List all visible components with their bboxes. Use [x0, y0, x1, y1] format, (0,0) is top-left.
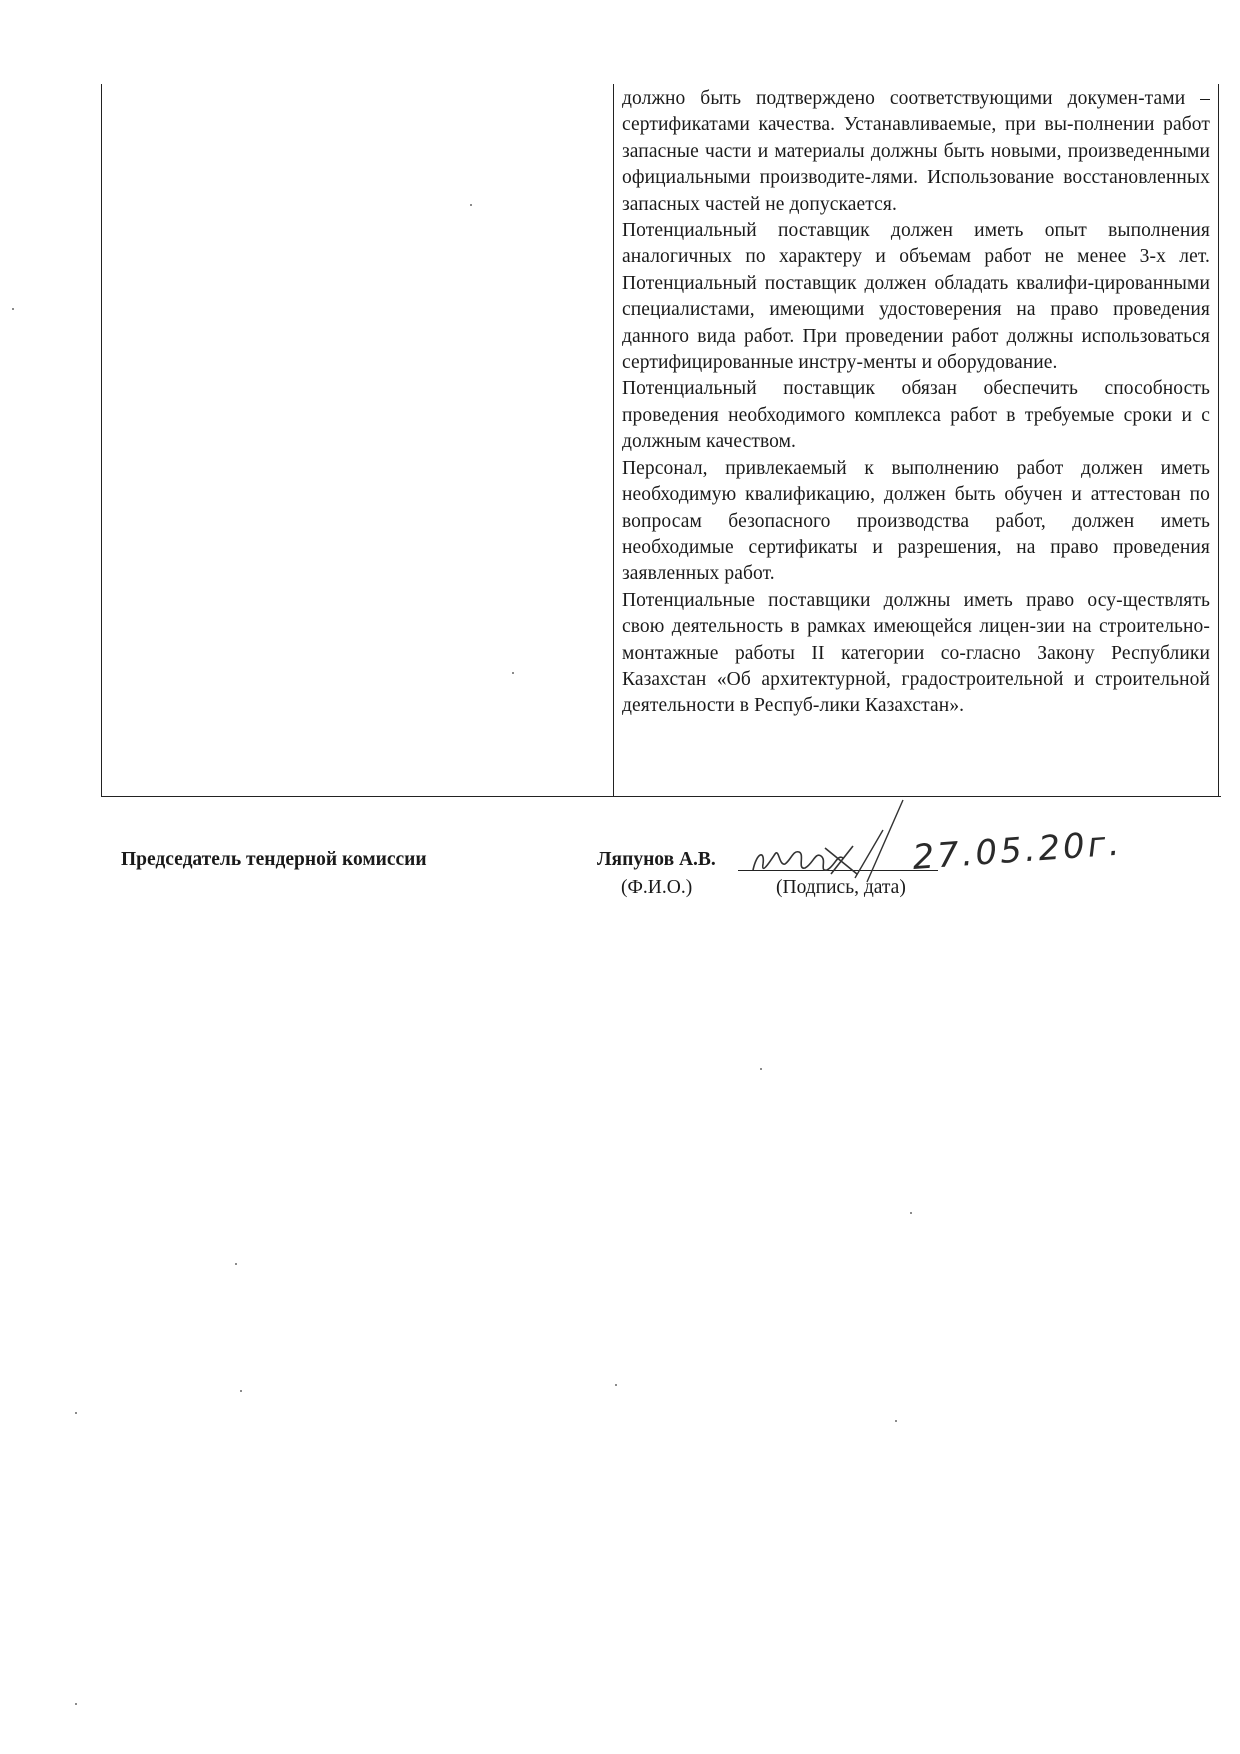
requirements-table-fragment: [101, 84, 1221, 797]
table-column-divider: [613, 84, 614, 796]
requirement-paragraph: Потенциальный поставщик должен иметь опыт выполнения аналогичных по характеру и объемам работ не менее 3-х лет. Потенциальный поставщик должен обладать квалифи-цированными специалистами, имеющими удостоверения на право проведения данного вида работ. При проведении работ должны использоваться сертифицированные инстру-менты и оборудование.: [622, 220, 1210, 374]
requirement-paragraph: Персонал, привлекаемый к выполнению работ должен иметь необходимую квалификацию, должен быть обучен и аттестован по вопросам безопасного производства работ, должен иметь необходимые сертификаты и разрешения, на право проведения заявленных работ.: [622, 457, 1210, 585]
handwritten-signature: [735, 790, 915, 890]
requirement-paragraph: должно быть подтверждено соответствующими докумен-тами – сертификатами качества. Устанавливаемые, при вы-полнении работ запасные части и материалы должны быть новыми, произведенными официальными производите-лями. Использование восстановленных запасных частей не допускается.: [622, 88, 1210, 215]
scan-speck: [760, 1068, 762, 1070]
scan-speck: [240, 1390, 242, 1392]
signature-caption: (Подпись, дата): [776, 877, 906, 898]
scan-speck: [512, 672, 514, 674]
name-caption: (Ф.И.О.): [621, 877, 693, 898]
table-left-border: [101, 84, 102, 796]
signatory-role: Председатель тендерной комиссии: [121, 849, 427, 870]
scan-speck: [235, 1263, 237, 1265]
scan-speck: [12, 308, 14, 310]
scan-speck: [75, 1703, 77, 1705]
requirement-paragraph: Потенциальные поставщики должны иметь право осу-ществлять свою деятельность в рамках имеющейся лицен-зии на строительно-монтажные работы II категории со-гласно Закону Республики Казахстан «Об архитектурной, градостроительной и строительной деятельности в Респуб-лики Казахстан».: [622, 589, 1210, 717]
requirements-cell: [622, 86, 1210, 720]
scan-speck: [910, 1212, 912, 1214]
signatory-name: Ляпунов А.В.: [597, 849, 716, 870]
scan-speck: [895, 1420, 897, 1422]
table-right-border: [1218, 84, 1219, 796]
scan-speck: [75, 1412, 77, 1414]
handwritten-date: 27.05.20г.: [911, 823, 1124, 878]
requirement-paragraph: Потенциальный поставщик обязан обеспечить способность проведения необходимого комплекса работ в требуемые сроки и с должным качеством.: [622, 378, 1210, 453]
scan-speck: [615, 1384, 617, 1386]
scan-speck: [470, 204, 472, 206]
